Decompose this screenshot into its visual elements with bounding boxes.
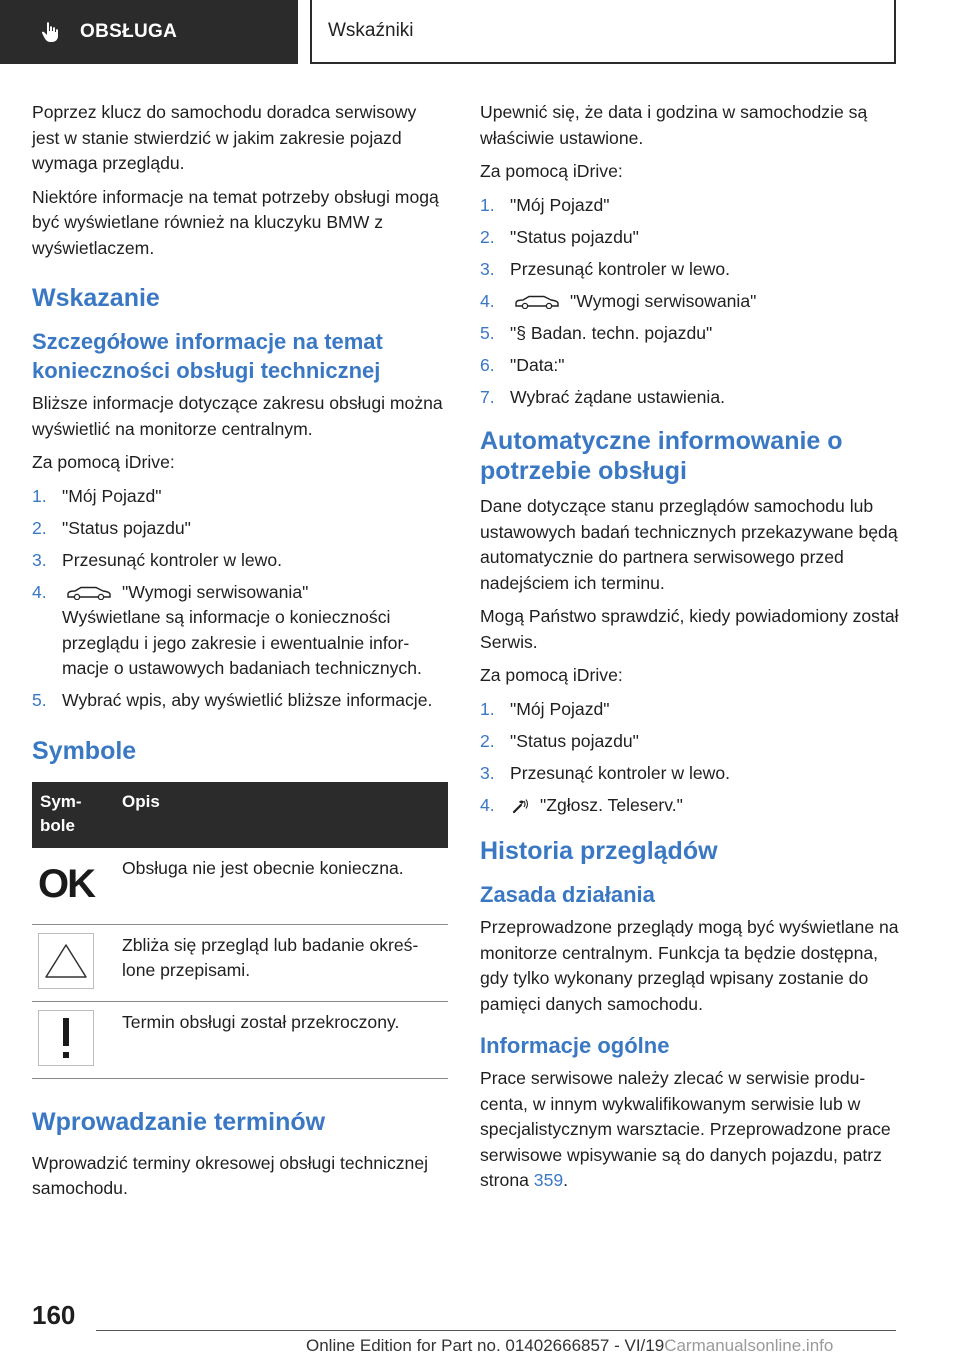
heading-wprowadzanie: Wprowadzanie terminów: [32, 1107, 326, 1136]
list-item: 6. "Data:": [480, 354, 565, 375]
paragraph-idrive-1: Za pomocą iDrive:: [480, 161, 623, 181]
steps-list-left: [32, 484, 448, 714]
paragraph-blizsze: Bliższe informacje dotyczące zakresu obsługi można wyświetlić na monitorze centralnym.: [32, 393, 443, 439]
list-item: 1. "Mój Pojazd": [480, 698, 610, 719]
heading-zasada: Zasada działania: [480, 882, 655, 907]
intro-paragraph-1: Poprzez klucz do samochodu doradca serwisowy jest w stanie stwierdzić w jakim zakresie pojazd wymaga przeglądu.: [32, 102, 417, 173]
table-cell-desc: Termin obsługi został przekroczony.: [114, 1001, 448, 1078]
table-row: [32, 1001, 448, 1078]
column-header-opis: Opis: [114, 782, 448, 848]
footer-divider: [96, 1330, 896, 1331]
paragraph-idrive: Za pomocą iDrive:: [32, 452, 175, 472]
paragraph-przeprowadzone: Przeprowadzone przeglądy mogą być wyświetlane na monitorze centralnym. Funkcja ta będzie dostępna, gdy tylko wykonany przegląd wpisany zostanie do pamięci danych samochodu.: [480, 917, 899, 1014]
step-detail: Wyświetlane są informacje o konieczności przeglądu i jego zakresie i ewentualnie informacje o ustawowych badaniach technicznych.: [62, 607, 422, 678]
list-item: 3. Przesunąć kontroler w lewo.: [480, 762, 731, 783]
car-icon: [514, 295, 560, 309]
list-item: 5. "§ Badan. techn. pojazdu": [480, 322, 713, 343]
warning-triangle-icon: [38, 933, 94, 989]
list-item: 7. Wybrać żądane ustawienia.: [480, 386, 725, 407]
right-column: [480, 100, 900, 1202]
wrench-signal-icon: [512, 798, 530, 814]
section-header: [0, 0, 298, 64]
footer-edition: Online Edition for Part no. 01402666857 - VI/19Carmanualsonline.info: [306, 1336, 834, 1355]
list-item: 1. "Mój Pojazd": [480, 194, 610, 215]
list-item: 3. Przesunąć kontroler w lewo.: [480, 258, 731, 279]
list-item: 1. "Mój Pojazd": [32, 485, 162, 506]
paragraph-upewnic: Upewnić się, że data i godzina w samochodzie są właściwie ustawione.: [480, 102, 868, 148]
list-item: 2. "Status pojazdu": [32, 517, 191, 538]
section-title: OBSŁUGA: [80, 21, 178, 42]
table-row: [32, 924, 448, 1001]
paragraph-idrive-2: Za pomocą iDrive:: [480, 665, 623, 685]
list-item: 4. "Wymogi serwisowania" Wyświetlane są informacje o konieczności przeglądu i jego zakresie i ewentualnie informacje o ustawowych badaniach technicznych.: [32, 580, 448, 682]
paragraph-moga: Mogą Państwo sprawdzić, kiedy powiadomiony został Serwis.: [480, 606, 899, 652]
symbols-table: [32, 782, 448, 1079]
heading-szczegolowe: Szczegółowe informacje na temat konieczności obsługi technicznej: [32, 329, 383, 383]
heading-historia: Historia przeglądów: [480, 837, 718, 865]
paragraph-dane: Dane dotyczące stanu przeglądów samochodu lub ustawowych badań technicznych przekazywane będą automatycznie do partnera serwisowego przed nadejściem ich terminu.: [480, 496, 898, 593]
intro-paragraph-2: Niektóre informacje na temat potrzeby obsługi mogą być wyświetlane również na kluczyku BMW z wyświetlaczem.: [32, 186, 439, 258]
heading-automatyczne: Automatyczne informowanie o potrzebie obsługi: [480, 427, 843, 485]
table-row: [32, 848, 448, 925]
table-cell-desc: Zbliża się przegląd lub badanie określone przepisami.: [114, 924, 448, 1001]
page-link[interactable]: 359: [533, 1170, 564, 1190]
list-item: 3. Przesunąć kontroler w lewo.: [32, 549, 283, 570]
hand-icon: [40, 21, 62, 43]
column-header-symbole: Symbole: [32, 782, 114, 848]
list-item: 5. Wybrać wpis, aby wyświetlić bliższe informacje.: [32, 690, 433, 710]
page-number: 160: [32, 1300, 76, 1330]
steps-list-right-2: [480, 697, 900, 819]
chapter-header: [310, 0, 896, 64]
ok-symbol: OK: [38, 861, 94, 906]
heading-wskazanie: Wskazanie: [32, 284, 160, 312]
car-icon: [66, 586, 112, 600]
watermark: Carmanualsonline.info: [664, 1336, 834, 1355]
list-item: 2. "Status pojazdu": [480, 730, 639, 751]
table-header-row: [32, 782, 448, 848]
list-item: 4. "Zgłosz. Teleserv.": [480, 794, 683, 815]
table-cell-desc: Obsługa nie jest obecnie konieczna.: [114, 848, 448, 925]
heading-informacje: Informacje ogólne: [480, 1033, 670, 1058]
list-item: 4. "Wymogi serwisowania": [480, 290, 757, 311]
left-column: [32, 100, 448, 1210]
paragraph-wprowadzic: Wprowadzić terminy okresowej obsługi technicznej samochodu.: [32, 1152, 429, 1198]
paragraph-prace: Prace serwisowe należy zlecać w serwisie producenta, w innym wykwalifikowanym serwisie lub w specjalistycznym warsztacie. Przeprowadzone prace serwisowe wpisywanie są do danych pojazdu, patrz strona 359.: [480, 1068, 891, 1190]
chapter-title: Wskaźniki: [328, 20, 414, 41]
steps-list-right-1: [480, 193, 900, 411]
exclamation-icon: [38, 1010, 94, 1066]
list-item: 2. "Status pojazdu": [480, 226, 639, 247]
heading-symbole: Symbole: [32, 736, 137, 765]
